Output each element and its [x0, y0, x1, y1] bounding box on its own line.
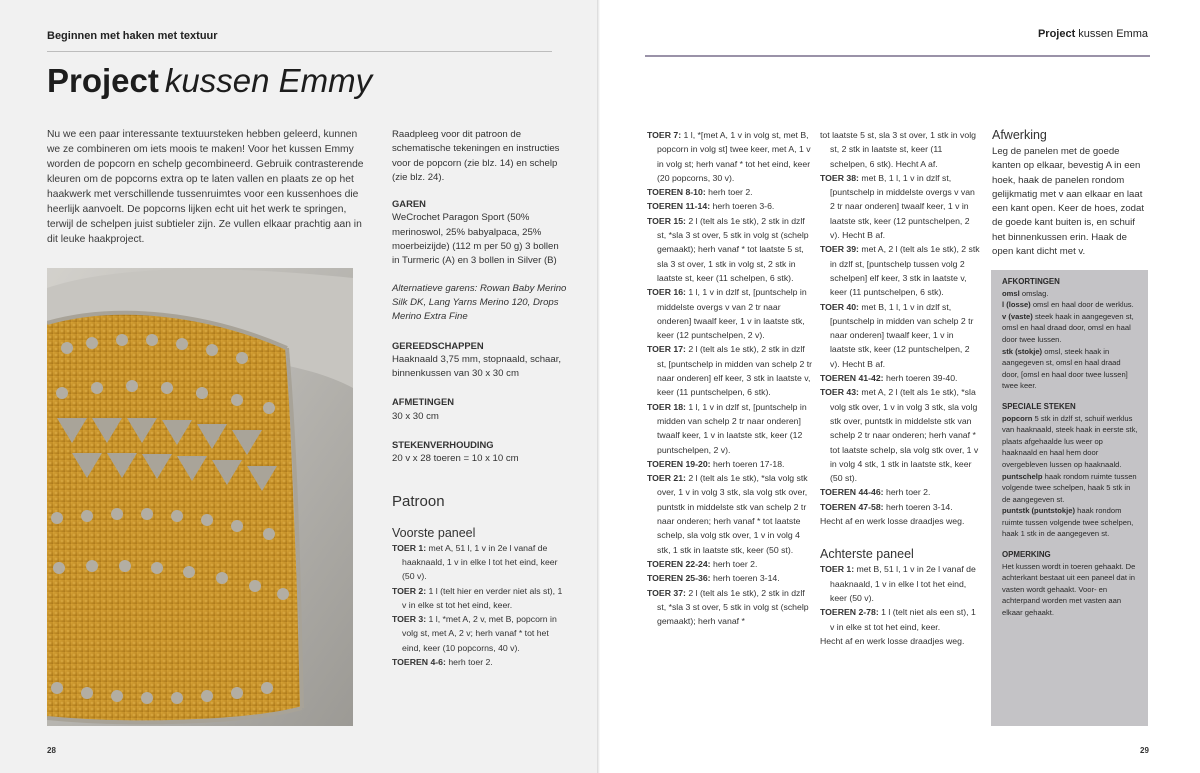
round-item: TOEREN 47-58: herh toeren 3-14. — [820, 501, 953, 512]
size-heading: AFMETINGEN — [392, 396, 454, 408]
yarn-text: WeCrochet Paragon Sport (50% merinoswol, 25% babyalpaca, 25% moerbeizijde) (112 m per 50 g) 3 bollen in Turmeric (A) en 3 bollen in Silver (B) — [392, 212, 559, 267]
special-item: puntschelp haak rondom ruimte tussen volgende twee schelpen, haak 5 stk in de aangegeven st. — [1002, 471, 1137, 504]
tools-text: Haaknaald 3,75 mm, stopnaald, schaar, binnenkussen van 30 x 30 cm — [392, 353, 562, 380]
special-stitches-heading: SPECIALE STEKEN — [1002, 401, 1076, 411]
running-head-left: Beginnen met haken met textuur — [47, 30, 218, 42]
note-text: Het kussen wordt in toeren gehaakt. De achterkant bestaat uit een paneel dat in vasten wordt gehaakt. Voor- en achterpand worden met vasten aan elkaar gehaakt. — [1002, 561, 1136, 618]
round-item: TOER 15: 2 l (telt als 1e stk), 2 stk in dzlf st, *sla 3 st over, 5 stk in volg st (schelp gemaakt); herh vanaf * tot laatste 5 st, sla 3 st over, 1 stk in volg st, 2 stk in laatste st, keer (11 schelpen, 6 stk). — [647, 215, 809, 283]
running-head-right: Project kussen Emma — [1037, 28, 1148, 40]
left-page — [0, 0, 597, 773]
abbr-item: v (vaste) steek haak in aangegeven st, omsl en haal draad door, omsl en haal door twee lussen. — [1002, 311, 1134, 344]
finishing-heading: Afwerking — [992, 128, 1047, 142]
abbr-heading: AFKORTINGEN — [1002, 277, 1060, 286]
note-heading: OPMERKING — [1002, 550, 1051, 560]
round-item: TOEREN 25-36: herh toeren 3-14. — [647, 573, 780, 584]
round-item: TOER 18: 1 l, 1 v in dzlf st, [puntschelp in midden van schelp 2 tr naar onderen] twaalf keer, 1 v in laatste stk, keer (12 puntschelpen, 2 v). — [647, 401, 807, 455]
abbreviations-box — [991, 270, 1148, 726]
round-item: TOER 1: met A, 51 l, 1 v in 2e l vanaf de haaknaald, 1 v in elke l tot het eind, keer (50 v). — [392, 542, 558, 582]
title-italic: kussen Emmy — [164, 62, 373, 99]
round-item: TOER 38: met B, 1 l, 1 v in dzlf st, [puntschelp in middelste overgs v van 2 tr naar onderen] twaalf keer, 1 v in laatste stk, keer (12 puntschelpen, 2 v). Hecht B af. — [820, 172, 975, 241]
abbr-item: omsl omslag. — [1002, 288, 1049, 298]
special-item: puntstk (puntstokje) haak rondom ruimte tussen volgende twee schelpen, haak 1 stk in de aangegeven st. — [1002, 506, 1134, 539]
round-item: Hecht af en werk losse draadjes weg. — [820, 516, 965, 527]
front-panel-heading: Voorste paneel — [392, 525, 476, 540]
round-item: TOEREN 41-42: herh toeren 39-40. — [820, 373, 958, 384]
finishing-column — [992, 127, 1150, 259]
round-item: TOER 17: 2 l (telt als 1e stk), 2 stk in dzlf st, [puntschelp in midden van schelp 2 tr naar onderen] elf keer, 3 stk in laatste v, keer (11 puntschelpen, 6 stk). — [647, 344, 813, 398]
round-item: TOER 21: 2 l (telt als 1e stk), *sla volg stk over, 1 v in volg 3 stk, sla volg stk over, puntstk in middelste stk van schelp 2 tr naar onderen; herh vanaf * tot laatste schelp, sla volg stk over, 1 v in volg 4 stk, 1 stk in laatste stk, keer (50 st). — [647, 473, 808, 555]
round-item: TOER 7: 1 l, *[met A, 1 v in volg st, met B, popcorn in volg st] twee keer, met A, 1 v in volg st; herh vanaf * tot het eind, keer (20 popcorns, 30 v). — [647, 130, 811, 183]
round-item: TOEREN 4-6: herh toer 2. — [392, 657, 493, 668]
abbr-item: stk (stokje) omsl, steek haak in aangegeven st, omsl en haal draad door, [omsl en haal door twee lussen] twee keer. — [1002, 346, 1128, 391]
page-title — [47, 62, 372, 100]
rounds-column-1 — [647, 128, 813, 628]
round-item: Hecht af en werk losse draadjes weg. — [820, 635, 965, 646]
header-rule-right — [645, 55, 1150, 57]
round-item: TOER 43: met A, 2 l (telt als 1e stk), *sla volg stk over, 1 v in volg 3 stk, sla volg stk over, puntstk in middelste stk van schelp 2 tr naar onderen; herh vanaf * tot laatste schelp, sla volg stk over, 1 v in volg 4 stk, 1 stk in laatste stk, keer (50 st). — [820, 387, 979, 484]
round-item: TOER 16: 1 l, 1 v in dzlf st, [puntschelp in middelste overgs v van 2 tr naar onderen] twaalf keer, 1 v in laatste stk, keer (12 puntschelpen, 2 v). — [647, 287, 807, 341]
back-panel-heading: Achterste paneel — [820, 547, 914, 562]
right-page — [600, 0, 1200, 773]
round-item: TOEREN 22-24: herh toer 2. — [647, 558, 758, 569]
finishing-text: Leg de panelen met de goede kanten op elkaar, bevestig A in een hoek, haak de panelen rondom gelijkmatig met v aan elkaar en laat een kant open. Keer de hoes, zodat de goede kant buiten is, en schuif het binnenkussen erin. Haak de open kant dicht met v. — [992, 146, 1145, 258]
yarn-heading: GAREN — [392, 198, 426, 210]
gauge-text: 20 v x 28 toeren = 10 x 10 cm — [392, 453, 519, 465]
title-bold: Project — [47, 62, 159, 99]
round-item: TOER 2: 1 l (telt hier en verder niet als st), 1 v in elke st tot het eind, keer. — [392, 585, 563, 610]
page-number-left: 28 — [47, 746, 56, 755]
alt-yarns: Alternatieve garens: Rowan Baby Merino Silk DK, Lang Yarns Merino 120, Drops Merino Extra Fine — [392, 282, 567, 323]
round-item: tot laatste 5 st, sla 3 st over, 1 stk in volg st, 2 stk in laatste st, keer (11 schelpen, 6 stk). Hecht A af. — [820, 130, 976, 169]
round-item: TOER 37: 2 l (telt als 1e stk), 2 stk in dzlf st, *sla 3 st over, 5 stk in volg st (schelp gemaakt); herh vanaf * — [647, 587, 809, 627]
size-text: 30 x 30 cm — [392, 410, 439, 422]
consult-note: Raadpleeg voor dit patroon de schematische tekeningen en instructies voor de popcorn (zie blz. 14) en schelp (zie blz. 24). — [392, 129, 560, 183]
round-item: TOEREN 11-14: herh toeren 3-6. — [647, 201, 775, 212]
round-item: TOEREN 2-78: 1 l (telt niet als een st), 1 v in elke st tot het eind, keer. — [820, 607, 976, 632]
intro-paragraph: Nu we een paar interessante textuursteken hebben geleerd, kunnen we ze combineren om iets moois te maken! Voor het kussen Emmy worden de popcorn en schelp gecombineerd. Gebruik contrasterende kleuren om de popcorns extra op te laten vallen en plaats ze op het haakwerk met verschillende tussenruimtes voor een kussenhoes die heerlijk aanvoelt. De popcorns lijken echt uit het werk te springen, terwijl de schelpen juist subtieler zijn. Ze vullen elkaar prachtig aan in dit leuke haakproject. — [47, 129, 364, 245]
round-item: TOEREN 19-20: herh toeren 17-18. — [647, 458, 785, 469]
pattern-heading: Patroon — [392, 492, 445, 510]
round-item: TOER 39: met A, 2 l (telt als 1e stk), 2 stk in dzlf st, [puntschelp tussen volg 2 schelpen] elf keer, 3 stk in laatste v, keer (11 puntschelpen, 6 stk). — [820, 244, 980, 298]
round-item: TOER 3: 1 l, *met A, 2 v, met B, popcorn in volg st, met A, 2 v; herh vanaf * tot het eind, keer (10 popcorns, 40 v). — [392, 614, 557, 653]
round-item: TOEREN 44-46: herh toer 2. — [820, 487, 931, 498]
header-rule-left — [47, 51, 552, 52]
round-item: TOER 40: met B, 1 l, 1 v in dzlf st, [puntschelp in midden van schelp 2 tr naar onderen] twaalf keer, 1 v in laatste stk, keer (12 puntschelpen, 2 v). Hecht B af. — [820, 301, 974, 369]
round-item: TOEREN 8-10: herh toer 2. — [647, 187, 753, 198]
round-item: TOER 1: met B, 51 l, 1 v in 2e l vanaf de haaknaald, 1 v in elke l tot het eind, keer (50 v). — [820, 564, 976, 603]
rounds-column-2 — [820, 128, 980, 648]
materials-column — [392, 128, 567, 669]
special-item: popcorn 5 stk in dzlf st, schuif werklus van haaknaald, steek haak in eerste stk, plaats afgehaalde lus weer op haaknaald en haal hem door overgebleven lussen op haaknaald. — [1002, 413, 1138, 469]
tools-heading: GEREEDSCHAPPEN — [392, 339, 484, 351]
abbr-item: l (losse) omsl en haal door de werklus. — [1002, 300, 1134, 310]
page-number-right: 29 — [1140, 746, 1149, 755]
gauge-heading: STEKENVERHOUDING — [392, 439, 494, 451]
front-rounds — [392, 541, 567, 670]
cushion-photo — [47, 268, 353, 726]
